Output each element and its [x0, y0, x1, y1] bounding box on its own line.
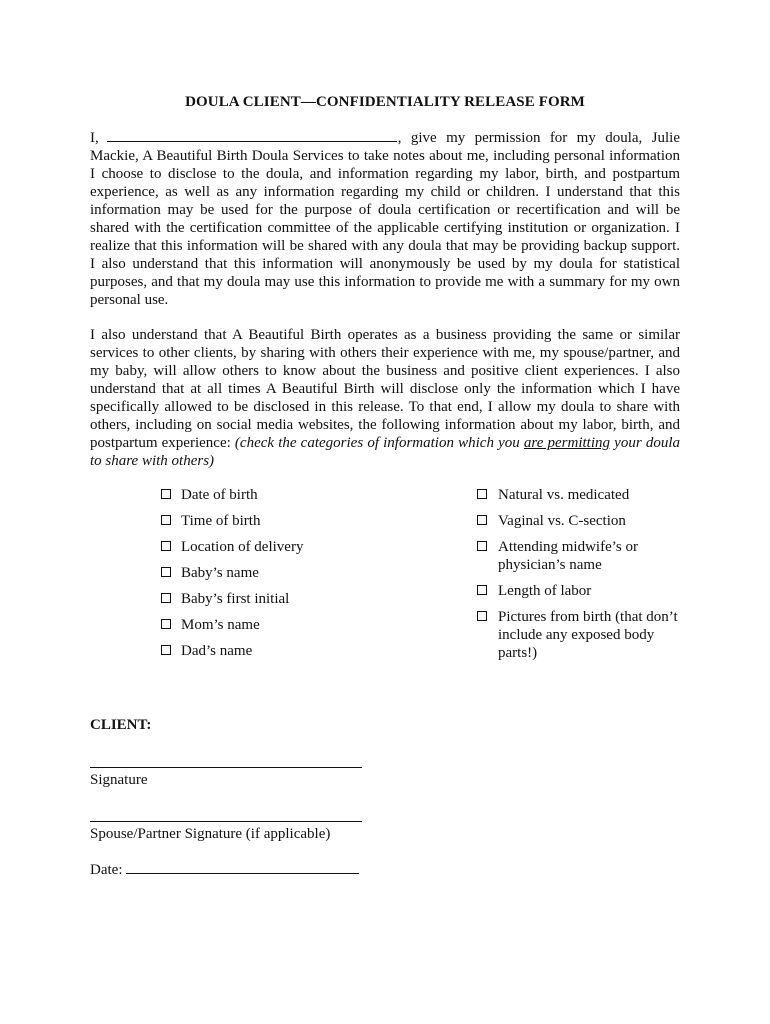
- checkbox[interactable]: [161, 515, 171, 525]
- signature-line[interactable]: [90, 767, 362, 768]
- category-item: Vaginal vs. C-section: [475, 512, 688, 530]
- client-name-field[interactable]: [107, 128, 397, 142]
- sharing-text: I also understand that A Beautiful Birth operates as a business providing the same or similar services to other clients, by sharing with others their experience with me, my spouse/partner, and my baby, will allow others to know about the business and positive client experiences. I also understand that at all times A Beautiful Birth will disclose only the information which I have specifically allowed to be disclosed in this release. To that end, I allow my doula to share with others, including on social media websites, the following information about my labor, birth, and postpartum experience:: [90, 327, 680, 451]
- spouse-signature-label: Spouse/Partner Signature (if applicable): [90, 826, 331, 842]
- paragraph-start: I,: [90, 130, 99, 146]
- form-title: DOULA CLIENT—CONFIDENTIALITY RELEASE FORM: [185, 94, 585, 110]
- category-item: Attending midwife’s or physician’s name: [475, 538, 688, 574]
- category-list-right: [475, 486, 688, 670]
- permission-paragraph: [90, 128, 680, 309]
- client-heading: CLIENT:: [90, 717, 152, 733]
- instruction-emphasis: are permitting: [523, 435, 611, 451]
- category-item: Natural vs. medicated: [475, 486, 688, 504]
- checkbox[interactable]: [477, 541, 487, 551]
- category-item: Location of delivery: [159, 538, 303, 564]
- spouse-signature-line[interactable]: [90, 821, 362, 822]
- category-item: Baby’s first initial: [159, 590, 303, 616]
- category-item: Date of birth: [159, 486, 303, 512]
- category-item: Pictures from birth (that don’t include any exposed body parts!): [475, 608, 688, 662]
- sharing-paragraph: [90, 326, 680, 470]
- category-list-left: [159, 486, 303, 668]
- checkbox[interactable]: [161, 645, 171, 655]
- checkbox[interactable]: [477, 611, 487, 621]
- checkbox[interactable]: [477, 515, 487, 525]
- checkbox[interactable]: [161, 489, 171, 499]
- category-item: Time of birth: [159, 512, 303, 538]
- category-item: Dad’s name: [159, 642, 303, 668]
- permission-text: , give my permission for my doula, Julie Mackie, A Beautiful Birth Doula Services to take notes about me, including personal information I choose to disclose to the doula, and information regarding my labor, birth, and postpartum experience, as well as any information regarding my child or children. I understand that this information may be used for the purpose of doula certification or recertification and will be shared with the certification committee of the applicable certifying institution or organization. I realize that this information will be shared with any doula that may be providing backup support. I also understand that this information will anonymously be used by my doula for statistical purposes, and that my doula may use this information to provide me with a summary for my own personal use.: [90, 130, 680, 308]
- category-item: Length of labor: [475, 582, 688, 600]
- checkbox[interactable]: [477, 585, 487, 595]
- category-item: Baby’s name: [159, 564, 303, 590]
- signature-label: Signature: [90, 772, 148, 788]
- category-item: Mom’s name: [159, 616, 303, 642]
- instruction-text: (check the categories of information which you are permitting your doula to share with others): [90, 435, 680, 469]
- checkbox[interactable]: [477, 489, 487, 499]
- checkbox[interactable]: [161, 567, 171, 577]
- checkbox[interactable]: [161, 619, 171, 629]
- date-row: [90, 860, 359, 879]
- checkbox[interactable]: [161, 593, 171, 603]
- date-label: Date:: [90, 862, 123, 878]
- checkbox[interactable]: [161, 541, 171, 551]
- date-field[interactable]: [126, 860, 359, 874]
